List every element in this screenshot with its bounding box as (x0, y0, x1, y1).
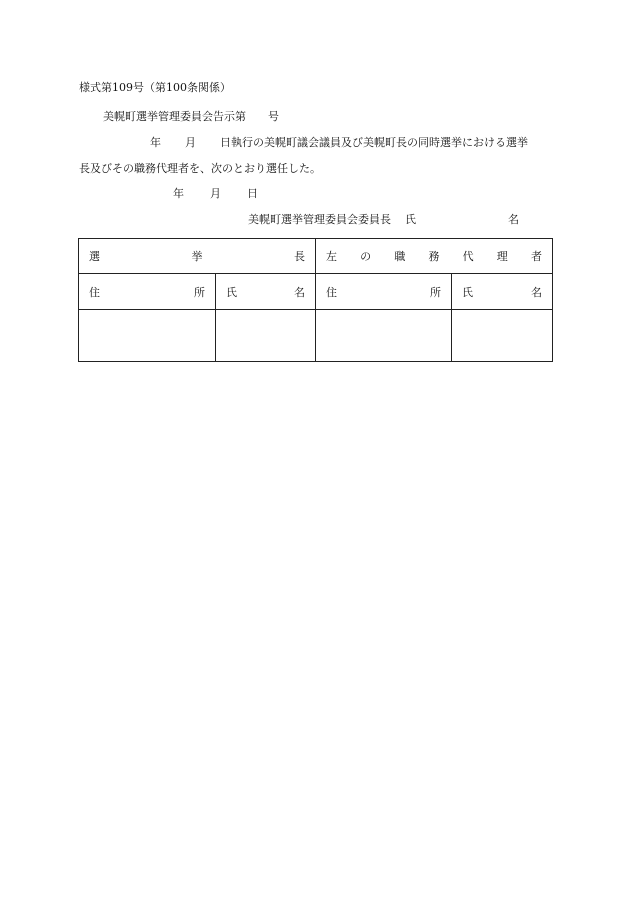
label-char: 名 (531, 285, 542, 299)
body-month-label: 月 (185, 136, 196, 149)
chief-name-header (216, 274, 316, 310)
notice-title (103, 110, 279, 124)
table-subheader-row (79, 274, 553, 310)
label-char: 氏 (462, 285, 473, 299)
chief-name-cell[interactable] (216, 310, 316, 362)
signer-line (248, 213, 519, 227)
header-char: 選 (89, 250, 100, 263)
header-char: 挙 (191, 250, 203, 263)
chief-address-header (79, 274, 216, 310)
date-line (173, 187, 258, 201)
deputy-address-header (316, 274, 452, 310)
header-char: 代 (462, 250, 474, 263)
body-line-1-text: 日執行の美幌町議会議員及び美幌町長の同時選挙における選挙 (220, 136, 528, 149)
header-deputy (316, 239, 553, 274)
deputy-name-header (452, 274, 553, 310)
label-char: 氏 (226, 285, 237, 299)
label-char: 住 (326, 285, 337, 299)
date-year: 年 (173, 187, 184, 200)
header-char: 理 (496, 250, 508, 263)
signer-title: 美幌町選挙管理委員会委員長 (248, 213, 391, 226)
signer-name-last: 名 (508, 213, 519, 226)
notice-body-line-2: 長及びその職務代理者を、次のとおり選任した。 (79, 162, 321, 175)
header-char: の (360, 250, 372, 263)
header-election-chief (79, 239, 316, 274)
header-char: 者 (530, 250, 542, 263)
deputy-address-cell[interactable] (316, 310, 452, 362)
label-char: 名 (294, 285, 305, 299)
form-number: 様式第109号（第100条関係） (79, 81, 231, 94)
chief-address-cell[interactable] (79, 310, 216, 362)
label-char: 住 (89, 285, 100, 299)
header-char: 左 (326, 250, 337, 263)
body-year-label: 年 (150, 136, 161, 149)
notice-title-prefix: 美幌町選挙管理委員会告示第 (103, 110, 246, 123)
date-day: 日 (247, 187, 258, 200)
deputy-name-cell[interactable] (452, 310, 553, 362)
appointment-table (78, 238, 553, 362)
label-char: 所 (194, 285, 205, 299)
header-char: 職 (394, 250, 406, 263)
date-month: 月 (210, 187, 221, 200)
header-char: 長 (294, 250, 305, 263)
label-char: 所 (430, 285, 441, 299)
notice-body-line-1 (150, 136, 528, 150)
notice-title-suffix: 号 (268, 110, 279, 123)
table-entry-row (79, 310, 553, 362)
table-header-row (79, 239, 553, 274)
header-char: 務 (428, 250, 440, 263)
signer-name-first: 氏 (405, 213, 416, 226)
